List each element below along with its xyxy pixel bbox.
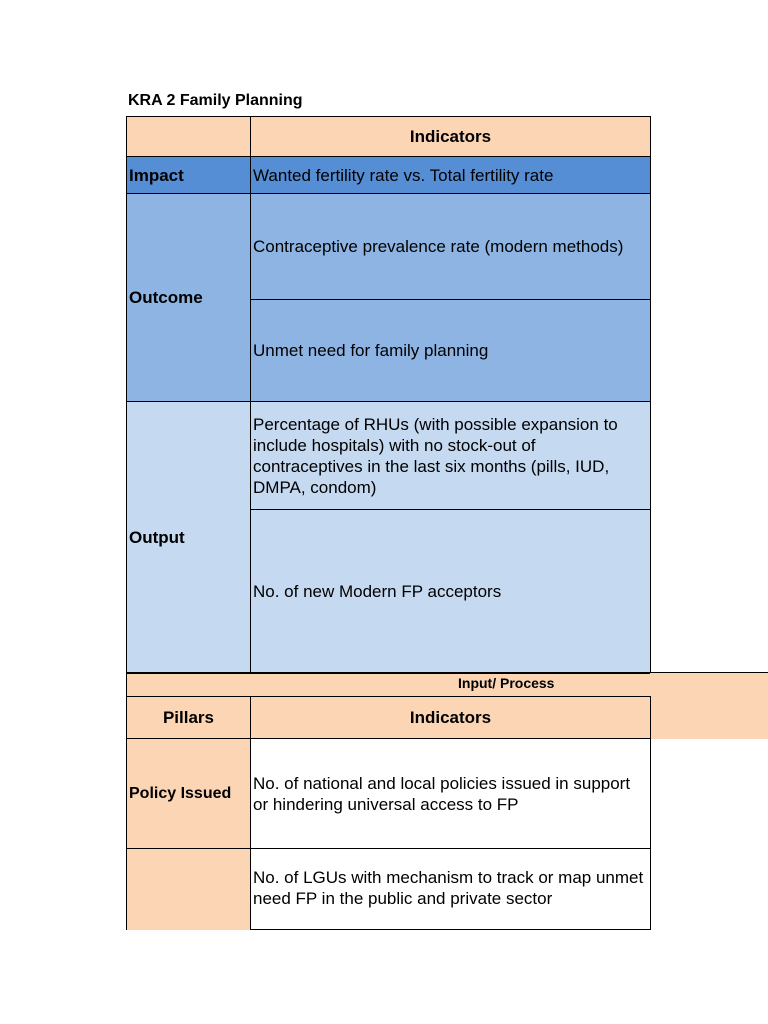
output-indicator-1: Percentage of RHUs (with possible expansion to include hospitals) with no stock-out of contraceptives in the last six months (pills, IUD, DMPA, condom) — [250, 401, 651, 510]
header-indicators: Indicators — [250, 116, 651, 157]
header-empty-cell — [126, 116, 251, 157]
impact-indicator: Wanted fertility rate vs. Total fertility rate — [250, 156, 651, 194]
impact-label: Impact — [126, 156, 251, 194]
peach-side-fill — [650, 673, 768, 739]
policy-issued-label: Policy Issued — [126, 738, 251, 849]
document-title: KRA 2 Family Planning — [128, 92, 303, 109]
input-process-banner: Input/ Process — [458, 675, 555, 691]
outcome-label: Outcome — [126, 193, 251, 402]
outcome-indicator-2: Unmet need for family planning — [250, 299, 651, 402]
policy-issued-indicator: No. of national and local policies issued in support or hindering universal access to FP — [250, 738, 651, 849]
lgu-pillar-cell — [126, 848, 251, 930]
output-label: Output — [126, 401, 251, 673]
pillars-header: Pillars — [126, 696, 251, 739]
output-indicator-2: No. of new Modern FP acceptors — [250, 509, 651, 673]
ip-indicators-header: Indicators — [250, 696, 651, 739]
outcome-indicator-1: Contraceptive prevalence rate (modern methods) — [250, 193, 651, 300]
lgu-indicator: No. of LGUs with mechanism to track or map unmet need FP in the public and private sector — [250, 848, 651, 930]
